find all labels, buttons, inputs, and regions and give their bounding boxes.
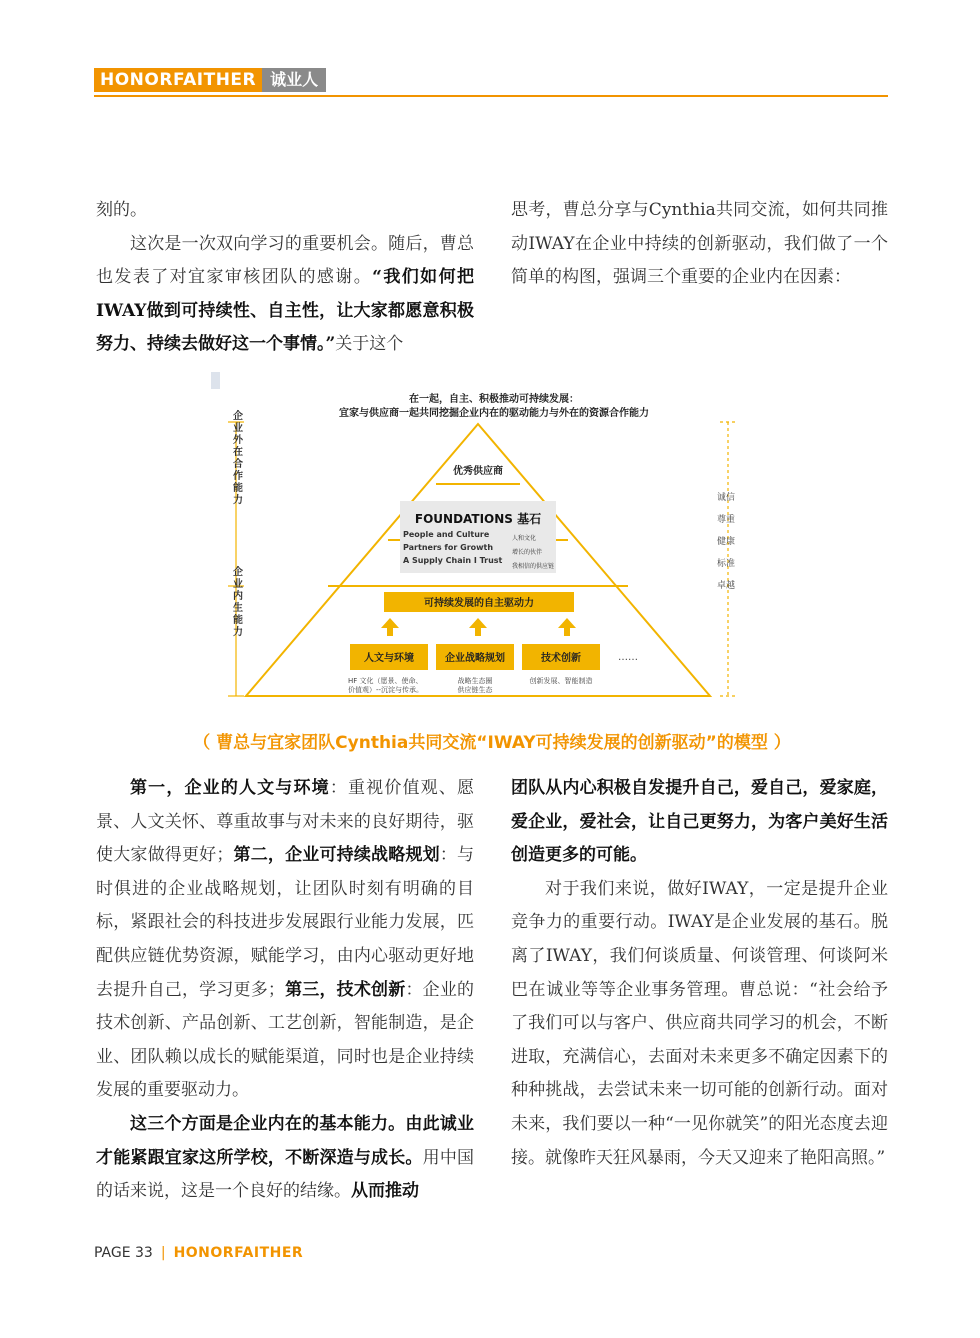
foundation-cn-3: 我相信的供应链	[512, 563, 555, 570]
arrow-icon	[381, 618, 576, 636]
footer-brand: HONORFAITHER	[173, 1245, 304, 1261]
text: ：与时俱进的企业战略规划，让团队时刻有明确的目标，紧跟社会的科技进步发展跟行业能力发展，匹配供应链优势资源，赋能学习，由内心驱动更好地去提升自己，学习更多；	[96, 845, 475, 1000]
text: 用中国的话来说，这是一个良好的结缘。	[96, 1147, 475, 1202]
foundation-en-1: People and Culture	[403, 530, 490, 539]
left-top-label: 企业外在合作能力	[230, 410, 242, 506]
paragraph	[96, 1108, 474, 1209]
footer-separator: |	[160, 1245, 166, 1261]
foundation-cn-1: 人和文化	[512, 535, 537, 542]
foundations-title: FOUNDATIONS 基石	[414, 512, 542, 526]
paragraph: 思考，曹总分享与Cynthia共同交流，如何共同推动IWAY在企业中持续的创新驱动，我们做了一个简单的构图，强调三个重要的企业内在因素：	[511, 200, 888, 288]
bold-text: 第二，企业可持续战略规划	[233, 845, 440, 866]
bold-text: 第三，技术创新	[284, 979, 406, 1000]
value-1: 诚信	[716, 493, 736, 503]
box-strategy-sub-1: 战略生态圈	[457, 677, 493, 685]
text: ：重视价值观、愿景、人文关怀、尊重故事与对未来的良好期待，驱使大家做得更好；	[96, 778, 475, 866]
page-number: PAGE 33	[94, 1245, 153, 1261]
paragraph	[96, 772, 474, 1108]
header-rule	[94, 95, 888, 97]
text: 这次是一次双向学习的重要机会。随后，曹总也发表了对宜家审核团队的感谢。	[96, 233, 474, 288]
column-bottom-left	[96, 772, 474, 1209]
footer	[94, 1245, 303, 1261]
box-tech-sub: 创新发展、智能制造	[529, 677, 593, 685]
paragraph: 对于我们来说，做好IWAY，一定是提升企业竞争力的重要行动。IWAY是企业发展的基石。脱离了IWAY，我们何谈质量、何谈管理、何谈阿米巴在诚业等等企业事务管理。曹总说：“社会给予了我们可以与客户、供应商共同学习的机会，不断进取，充满信心，去面对未来更多不确定因素下的种种挑战，去尝试未来一切可能的创新行动。面对未来，我们要以一种“一见你就笑”的阳光态度去迎接。就像昨天狂风暴雨，今天又迎来了艳阳高照。”	[511, 878, 888, 1168]
column-top-right	[511, 194, 888, 295]
value-3: 健康	[716, 537, 736, 547]
figure-caption: （ 曹总与宜家团队Cynthia共同交流“IWAY可持续发展的创新驱动”的模型 ）	[193, 733, 791, 753]
brand-en: HONORFAITHER	[94, 68, 262, 92]
text: 关于这个	[335, 334, 404, 355]
text: ：企业的技术创新、产品创新、工艺创新，智能制造，是企业、团队赖以成长的赋能渠道，同时也是企业持续发展的重要驱动力。	[96, 979, 475, 1101]
box-culture-sub-2: 价值观）--沉淀与传承。	[348, 686, 424, 694]
column-bottom-right	[511, 772, 888, 1175]
box-strategy-sub-2: 供应链生态	[457, 686, 493, 694]
brand-cn: 诚业人	[262, 68, 326, 92]
value-5: 卓越	[716, 581, 736, 591]
paragraph: 团队从内心积极自发提升自己，爱自己，爱家庭，爱企业，爱社会，让自己更努力，为客户美好生活创造更多的可能。	[511, 778, 888, 866]
bold-text: 这三个方面是企业内在的基本能力。由此诚业才能紧跟宜家这所学校，不断深造与成长。	[96, 1113, 474, 1168]
box-strategy-label: 企业战略规划	[445, 653, 505, 664]
model-figure	[200, 370, 760, 710]
ellipsis: ……	[618, 652, 638, 663]
figure-title-1: 在一起，自主、积极推动可持续发展：	[409, 394, 579, 405]
apex-label: 优秀供应商	[453, 466, 503, 477]
left-bottom-label: 企业内生能力	[230, 566, 242, 638]
bold-text: “我们如何把IWAY做到可持续性、自主性，让大家都愿意积极努力、持续去做好这一个事情。”	[96, 267, 475, 355]
column-top-left	[96, 194, 474, 362]
foundation-en-2: Partners for Growth	[403, 543, 494, 552]
value-2: 尊重	[716, 515, 736, 525]
bold-text: 第一，企业的人文与环境	[130, 778, 330, 798]
value-4: 标准	[716, 559, 736, 569]
bold-text: 从而推动	[351, 1181, 419, 1202]
box-culture-label: 人文与环境	[364, 653, 414, 664]
header-bar	[94, 68, 326, 92]
box-culture-sub-1: HF 文化（愿景、使命、	[348, 677, 423, 685]
foundation-en-3: A Supply Chain I Trust	[403, 556, 503, 565]
paragraph	[96, 228, 474, 362]
box-tech-label: 技术创新	[541, 653, 581, 664]
foundation-cn-2: 增长的伙伴	[512, 549, 543, 556]
drive-label: 可持续发展的自主驱动力	[424, 598, 534, 609]
figure-title-2: 宜家与供应商一起共同挖掘企业内在的驱动能力与外在的资源合作能力	[339, 408, 649, 419]
marker	[211, 372, 220, 389]
paragraph: 刻的。	[96, 200, 147, 220]
